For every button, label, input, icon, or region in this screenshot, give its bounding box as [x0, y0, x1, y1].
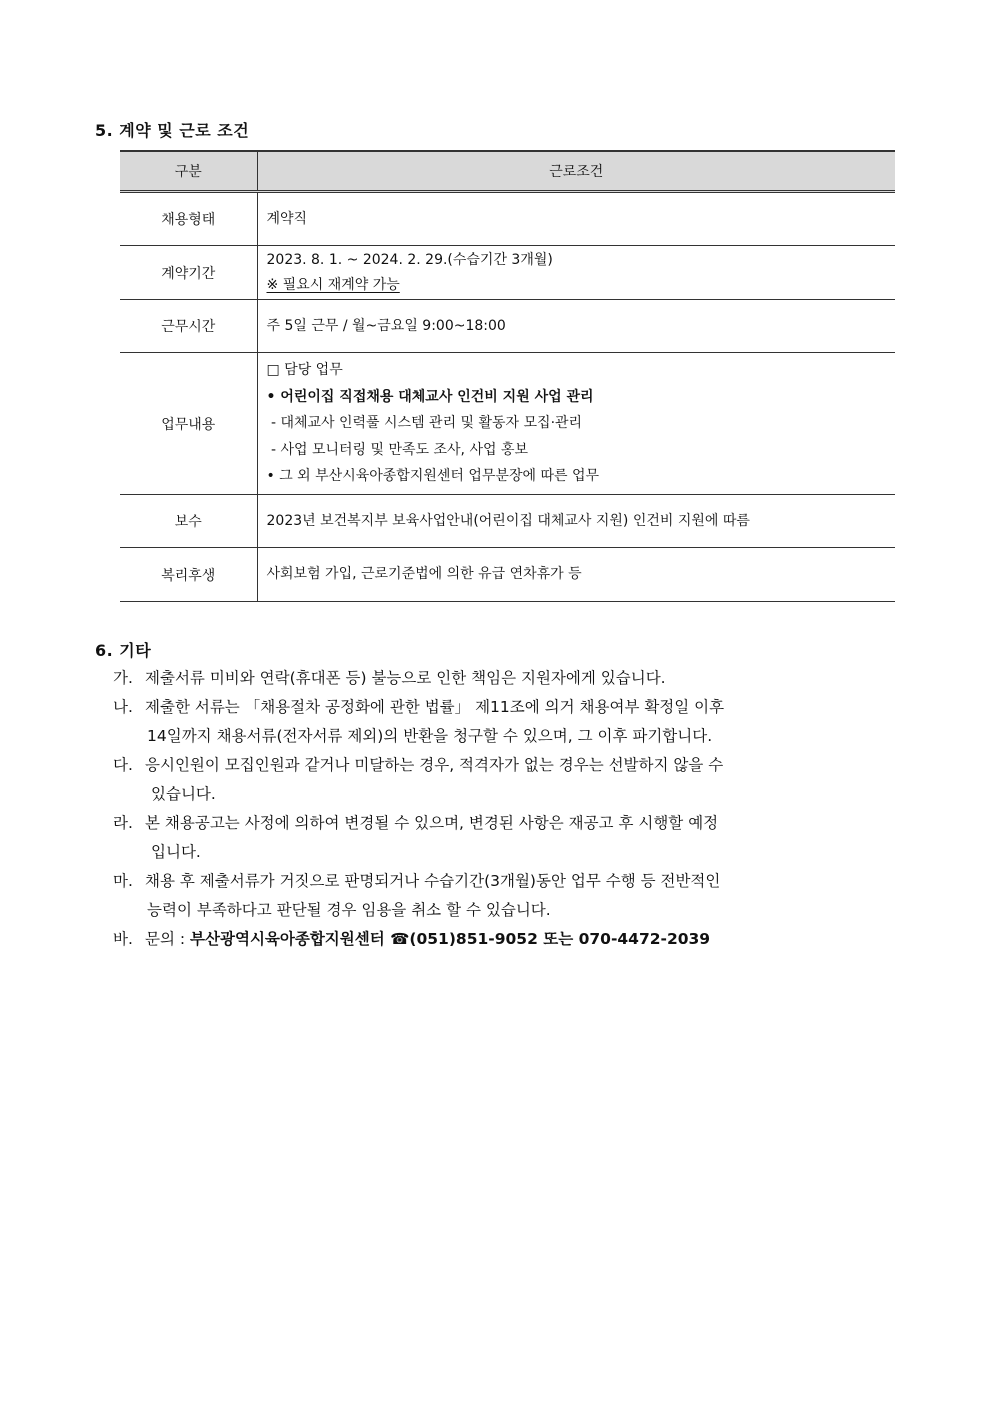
row-label-pay: 보수: [120, 495, 257, 548]
item-text: 채용 후 제출서류가 거짓으로 판명되거나 수습기간(3개월)동안 업무 수행 등 전반적인: [145, 872, 721, 890]
item-marker: 나.: [113, 698, 133, 716]
contact-info: 부산광역시육아종합지원센터 ☎(051)851-9052 또는 070-4472-2039: [190, 930, 711, 948]
value-line: 2023. 8. 1. ~ 2024. 2. 29.(수습기간 3개월): [266, 251, 553, 268]
list-item: [113, 693, 903, 751]
item-text: 제출한 서류는 「채용절차 공정화에 관한 법률」 제11조에 의거 채용여부 확정일 이후: [145, 698, 725, 716]
value-line: 사회보험 가입, 근로기준법에 의한 유급 연차휴가 등: [266, 566, 582, 583]
value-line: 계약직: [266, 210, 308, 227]
row-value-duties: [257, 353, 895, 495]
table-row: [120, 300, 895, 353]
header-category: 구분: [120, 151, 257, 192]
row-label-work-hours: 근무시간: [120, 300, 257, 353]
table-row: [120, 495, 895, 548]
header-conditions: 근로조건: [257, 151, 895, 192]
item-text-continued: 입니다.: [151, 843, 201, 861]
item-marker: 다.: [113, 756, 133, 774]
table-row: [120, 246, 895, 300]
renewal-note: ※ 필요시 재계약 가능: [266, 276, 400, 293]
row-value-benefits: [257, 548, 895, 602]
item-marker: 라.: [113, 814, 133, 832]
value-line: 주 5일 근무 / 월~금요일 9:00~18:00: [266, 317, 506, 334]
list-item: [113, 809, 903, 867]
contact-line: [145, 925, 903, 954]
row-value-contract-period: [257, 246, 895, 300]
table-header-row: [120, 151, 895, 192]
section-5-title: 5. 계약 및 근로 조건: [95, 121, 250, 140]
section-6-title: 6. 기타: [95, 641, 152, 660]
duty-sub: - 대체교사 인력풀 시스템 관리 및 활동자 모집·관리: [266, 415, 583, 432]
row-label-benefits: 복리후생: [120, 548, 257, 602]
row-value-employment-type: [257, 192, 895, 246]
item-text: 제출서류 미비와 연락(휴대폰 등) 불능으로 인한 책임은 지원자에게 있습니다.: [145, 669, 666, 687]
duty-heading: □ 담당 업무: [266, 362, 343, 379]
table-row: [120, 353, 895, 495]
row-label-employment-type: 채용형태: [120, 192, 257, 246]
row-label-contract-period: 계약기간: [120, 246, 257, 300]
item-text-continued: 있습니다.: [151, 785, 216, 803]
item-text-continued: 14일까지 채용서류(전자서류 제외)의 반환을 청구할 수 있으며, 그 이후 파기합니다.: [147, 727, 713, 745]
contact-label: 문의 :: [145, 930, 186, 948]
item-text-continued: 능력이 부족하다고 판단될 경우 임용을 취소 할 수 있습니다.: [147, 901, 551, 919]
item-marker: 가.: [113, 669, 133, 687]
table-row: [120, 548, 895, 602]
item-text: 응시인원이 모집인원과 같거나 미달하는 경우, 적격자가 없는 경우는 선발하지 않을 수: [145, 756, 724, 774]
item-text: 본 채용공고는 사정에 의하여 변경될 수 있으며, 변경된 사항은 재공고 후 시행할 예정: [145, 814, 719, 832]
row-label-duties: 업무내용: [120, 353, 257, 495]
list-item: [113, 751, 903, 809]
contact-item: [113, 925, 903, 954]
row-value-work-hours: [257, 300, 895, 353]
row-value-pay: [257, 495, 895, 548]
table-row: [120, 192, 895, 246]
value-line: 2023년 보건복지부 보육사업안내(어린이집 대체교사 지원) 인건비 지원에 따름: [266, 512, 750, 529]
list-item: [113, 867, 903, 925]
item-marker: 마.: [113, 872, 133, 890]
duty-sub: - 사업 모니터링 및 만족도 조사, 사업 홍보: [266, 441, 528, 458]
item-marker: 바.: [113, 930, 133, 948]
duty-main: • 어린이집 직접채용 대체교사 인건비 지원 사업 관리: [266, 388, 594, 405]
notes-list: [113, 664, 903, 954]
working-conditions-table: [120, 150, 895, 602]
duty-other: • 그 외 부산시육아종합지원센터 업무분장에 따른 업무: [266, 468, 599, 485]
list-item: [113, 664, 903, 693]
